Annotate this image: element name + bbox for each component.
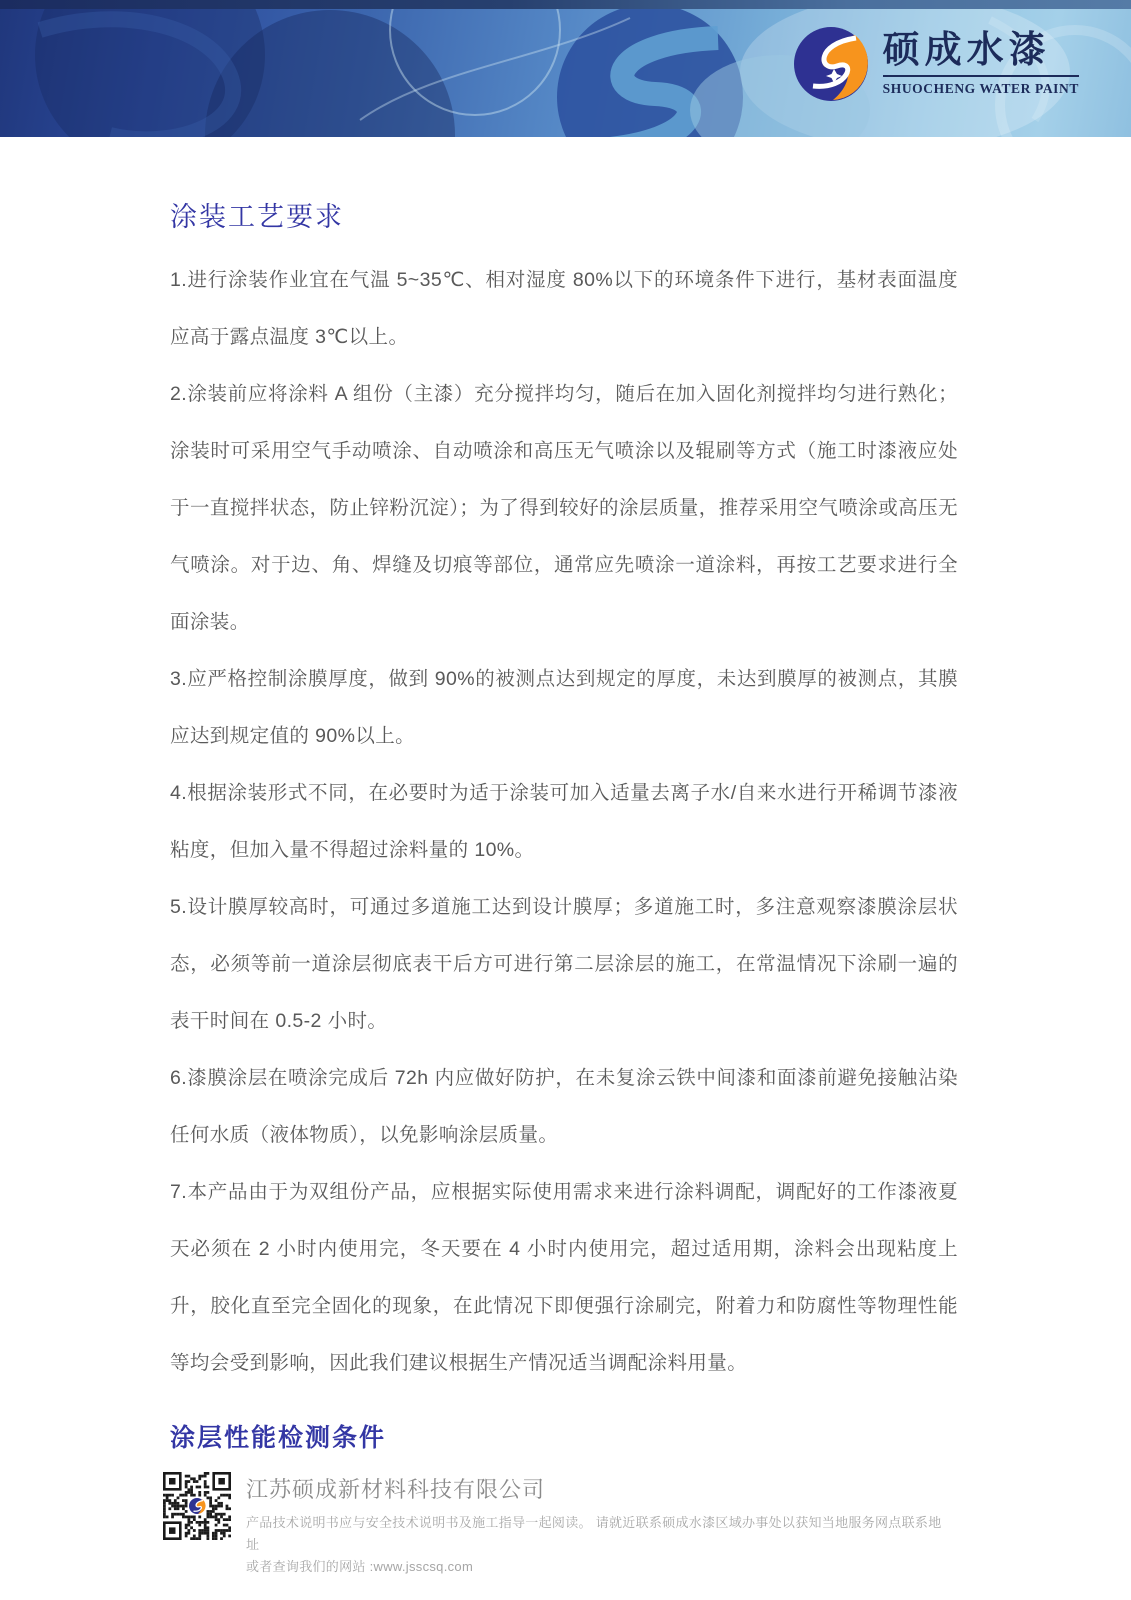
paragraph-5: 5.设计膜厚较高时，可通过多道施工达到设计膜厚；多道施工时，多注意观察漆膜涂层状态，必须等前一道涂层彻底表干后方可进行第二层涂层的施工，在常温情况下涂刷一遍的表干时间在 0.5-2 小时。	[170, 896, 958, 1032]
paragraph-1: 1.进行涂装作业宜在气温 5~35℃、相对湿度 80%以下的环境条件下进行，基材表面温度应高于露点温度 3℃以上。	[170, 269, 958, 348]
footer-note-line1: 产品技术说明书应与安全技术说明书及施工指导一起阅读。 请就近联系硕成水漆区域办事处以获知当地服务网点联系地址	[246, 1515, 942, 1552]
header-top-stripe	[0, 0, 1131, 9]
footer-company-name: 江苏硕成新材料科技有限公司	[246, 1477, 546, 1502]
footer-note-line2: 或者查询我们的网站 :www.jsscsq.com	[246, 1559, 474, 1574]
brand-logo-icon	[793, 26, 869, 102]
document-body	[170, 196, 958, 1458]
paragraph-6: 6.漆膜涂层在喷涂完成后 72h 内应做好防护，在未复涂云铁中间漆和面漆前避免接触沾染任何水质（液体物质），以免影响涂层质量。	[170, 1067, 958, 1146]
paragraph-4: 4.根据涂装形式不同，在必要时为适于涂装可加入适量去离子水/自来水进行开稀调节漆液粘度，但加入量不得超过涂料量的 10%。	[170, 782, 958, 861]
qr-code	[163, 1472, 231, 1540]
section-title-coating-performance: 涂层性能检测条件	[170, 1424, 387, 1452]
paragraph-2: 2.涂装前应将涂料 A 组份（主漆）充分搅拌均匀，随后在加入固化剂搅拌均匀进行熟化；涂装时可采用空气手动喷涂、自动喷涂和高压无气喷涂以及辊刷等方式（施工时漆液应处于一直搅拌状态，防止锌粉沉淀）；为了得到较好的涂层质量，推荐采用空气喷涂或高压无气喷涂。对于边、角、焊缝及切痕等部位，通常应先喷涂一道涂料，再按工艺要求进行全面涂装。	[170, 383, 958, 633]
paragraph-3: 3.应严格控制涂膜厚度，做到 90%的被测点达到规定的厚度，未达到膜厚的被测点，其膜应达到规定值的 90%以上。	[170, 668, 958, 747]
brand-name-cn: 硕成水漆	[882, 30, 1051, 72]
footer-text-block	[246, 1472, 946, 1578]
brand-name-en: SHUOCHENG WATER PAINT	[882, 80, 1079, 96]
brand-text-block	[883, 31, 1079, 97]
section-title-coating-process: 涂装工艺要求	[170, 202, 344, 232]
footer-note	[246, 1512, 946, 1578]
qr-code-image	[163, 1472, 231, 1540]
brand-divider	[883, 75, 1079, 77]
header-banner	[0, 0, 1131, 137]
paragraph-7: 7.本产品由于为双组份产品，应根据实际使用需求来进行涂料调配，调配好的工作漆液夏天必须在 2 小时内使用完，冬天要在 4 小时内使用完，超过适用期，涂料会出现粘度上升，胶化直至完全固化的现象，在此情况下即便强行涂刷完，附着力和防腐性等物理性能等均会受到影响，因此我们建议根据生产情况适当调配涂料用量。	[170, 1181, 958, 1374]
footer	[163, 1472, 993, 1578]
coating-process-paragraphs	[170, 252, 958, 1392]
brand-logo	[793, 26, 1079, 102]
